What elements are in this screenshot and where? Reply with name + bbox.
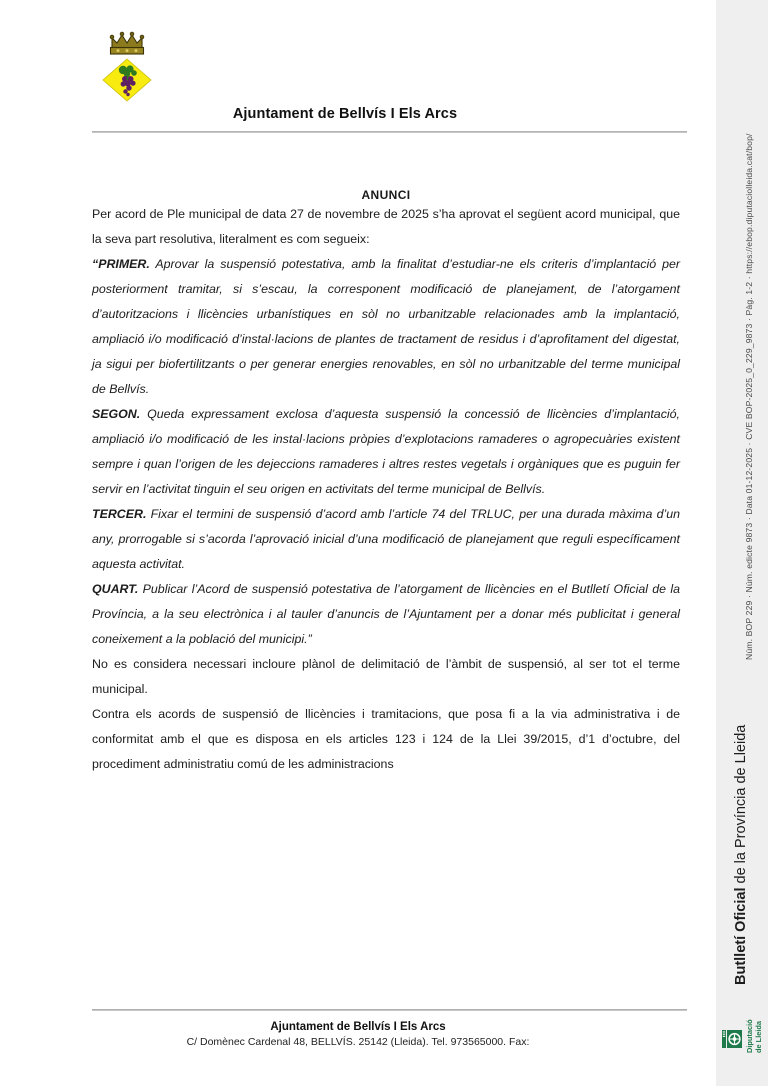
document-body bbox=[92, 150, 680, 777]
bop-title-strong: Butlletí Oficial bbox=[733, 887, 749, 985]
clause-primer-text: Aprovar la suspensió potestativa, amb la finalitat d’estudiar-ne els criteris d’implantació per posteriorment tramitar, si s’escau, la corresponent modificació de planejament, de l’atorgament d’autoritzacions i llicències urbanístiques en sòl no urbanitzable relacionades amb la implantació, ampliació i/o modificació d’instal·lacions de plantes de tractament de residus i d’aprofitament del digestat, ja sigui per biofertilitzants o per generar energies renovables, en sòl no urbanitzable del terme municipal de Bellvís. bbox=[92, 257, 680, 396]
clause-segon-text: Queda expressament exclosa d’aquesta suspensió la concessió de llicències d’implantació, ampliació i/o modificació de les instal·lacions pròpies d’explotacions ramaderes o agropecuàries existent sempre i quan l’origen de les dejeccions ramaderes i altres restes vegetals i orgàniques que es puguin fer servir en l’activitat tinguin el seu origen en activitats del terme municipal de Bellvís. bbox=[92, 407, 680, 496]
bop-publication-title bbox=[733, 725, 749, 985]
clause-primer-label: “PRIMER. bbox=[92, 257, 150, 271]
document-header bbox=[0, 0, 716, 134]
coat-of-arms-crown-grapes-icon bbox=[98, 26, 162, 104]
clause-quart-label: QUART. bbox=[92, 582, 139, 596]
bop-metadata-line: Núm. BOP 229 · Núm. edicte 9873 · Data 01-12-2025 · CVE BOP-2025_0_229_9873 · Pàg. 1-2 · https://ebop.diputaciolleida.cat/bop/ bbox=[744, 133, 754, 660]
clause-segon bbox=[92, 402, 680, 502]
intro-paragraph: Per acord de Ple municipal de data 27 de novembre de 2025 s’ha aprovat el següent acord municipal, que la seva part resolutiva, literalment es com segueix: bbox=[92, 207, 680, 246]
bop-title-rest: de la Província de Lleida bbox=[733, 724, 749, 888]
closing-paragraph-2: Contra els acords de suspensió de llicències i tramitacions, que posa fi a la via administrativa i de conformitat amb el que es disposa en els articles 123 i 124 de la Llei 39/2015, d’1 d’octubre, del procediment administratiu comú de les administracions bbox=[92, 707, 680, 771]
footer-divider bbox=[92, 1009, 687, 1011]
anunci-heading: ANUNCI bbox=[361, 188, 411, 202]
diputacio-logo-text bbox=[746, 1019, 763, 1053]
diputacio-logo-line1: Diputació bbox=[745, 1019, 754, 1053]
footer-organisation: Ajuntament de Bellvís I Els Arcs bbox=[270, 1021, 446, 1033]
clause-tercer bbox=[92, 502, 680, 577]
clause-tercer-label: TERCER. bbox=[92, 507, 147, 521]
footer-address: C/ Domènec Cardenal 48, BELLVÍS. 25142 (Lleida). Tel. 973565000. Fax: bbox=[186, 1036, 530, 1048]
clause-primer bbox=[92, 252, 680, 402]
bop-side-band bbox=[716, 0, 768, 1086]
page-title: Ajuntament de Bellvís I Els Arcs bbox=[232, 106, 458, 122]
clause-quart-text: Publicar l’Acord de suspensió potestativa de l’atorgament de llicències en el Butlletí Oficial de la Província, a la seu electrònica i al tauler d’anuncis de l’Ajuntament per a donar més publicitat i general coneixement a la població del municipi.” bbox=[92, 582, 680, 646]
header-divider bbox=[92, 131, 687, 133]
clause-segon-label: SEGON. bbox=[92, 407, 141, 421]
clause-tercer-text: Fixar el termini de suspensió d’acord amb l’article 74 del TRLUC, per una durada màxima d’un any, prorrogable si s’acorda l’aprovació inicial d’una modificació de planejament que reguli específicament aquesta activitat. bbox=[92, 507, 680, 571]
diputacio-shield-icon bbox=[721, 1027, 743, 1051]
diputacio-lleida-logo bbox=[719, 1007, 765, 1069]
document-footer bbox=[0, 1019, 716, 1050]
diputacio-logo-line2: de Lleida bbox=[753, 1020, 763, 1053]
clause-quart bbox=[92, 577, 680, 652]
closing-paragraph-1: No es considera necessari incloure plànol de delimitació de l’àmbit de suspensió, al ser tot el terme municipal. bbox=[92, 657, 680, 696]
